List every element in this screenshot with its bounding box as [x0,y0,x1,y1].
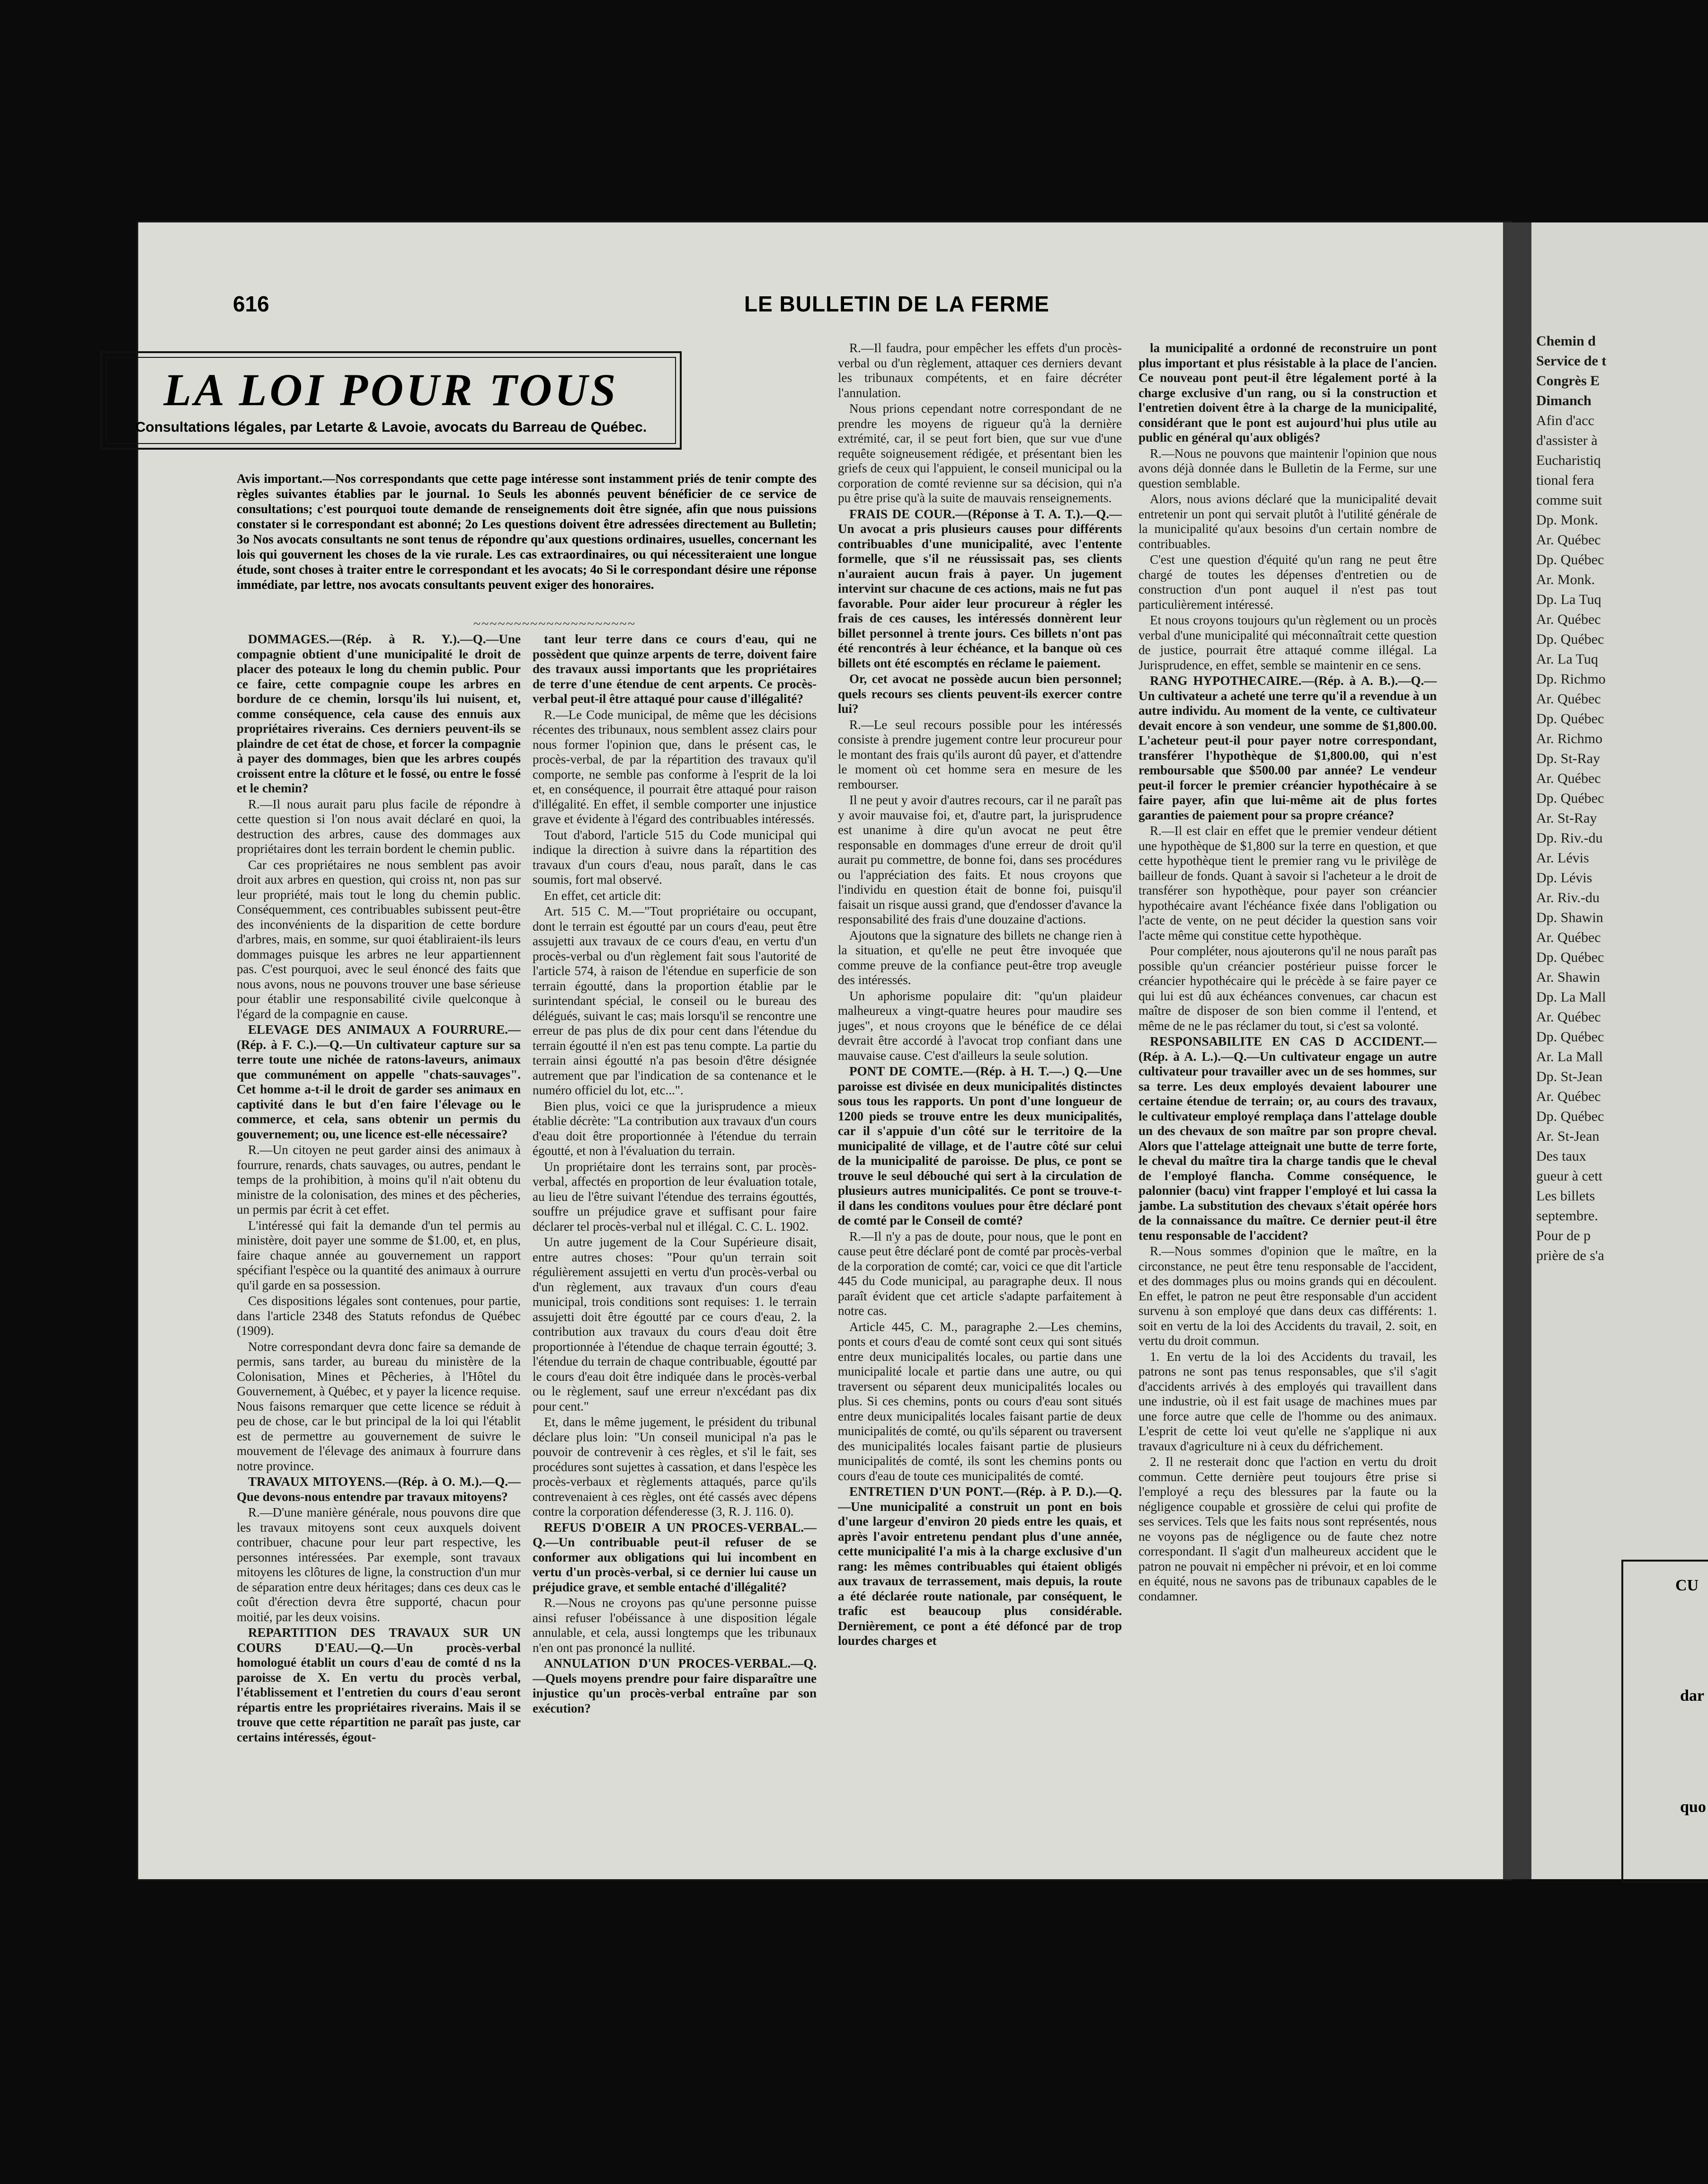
page-header [233,291,1502,320]
question-paragraph: tant leur terre dans ce cours d'eau, qui ne possèdent que quinze arpents de terre, doivent faire des travaux aussi importants que les propriétaires de terre d'une étendue de cent arpents. Ce procès-verbal peut-il être attaqué pour cause d'illégalité? [533,632,817,706]
adjacent-page-line: Ar. La Mall [1536,1049,1603,1065]
question-paragraph: RESPONSABILITE EN CAS D ACCIDENT.—(Rép. à A. L.).—Q.—Un cultivateur engage un autre cultivateur pour travailler avec un de ses hommes, sur sa terre. Les deux employés devaient labourer une certaine étendue de terrain; or, au cours des travaux, le cultivateur employé remplaça dans l'attelage double un des chevaux de son maître par son propre cheval. Alors que l'attelage atteignait une butte de terre forte, le cheval du maître tira la charge tandis que le cheval de l'employé flancha. Comme conséquence, le palonnier (bacu) vint frapper l'employé et lui cassa la jambe. La substitution des chevaux s'était opérée hors de la connaissance du maître. Ce dernier peut-il être tenu responsable de l'accident? [1139,1034,1437,1243]
adjacent-page-line: Eucharistiq [1536,453,1601,468]
adjacent-page-line: Ar. Shawin [1536,969,1600,985]
adjacent-page-box [1621,1560,1708,1883]
adjacent-page-line: Des taux [1536,1148,1586,1164]
adjacent-page-line: Ar. St-Ray [1536,810,1597,826]
adjacent-page-line: Dp. Québec [1536,631,1604,647]
adjacent-page-line: Ar. Riv.-du [1536,890,1600,906]
question-paragraph: ELEVAGE DES ANIMAUX A FOURRURE.—(Rép. à F. C.).—Q.—Un cultivateur capture sur sa terre toute une nichée de ratons-laveurs, animaux que communément on appelle "chats-sauvages". Cet homme a-t-il le droit de garder ses animaux en captivité dans le but d'en faire l'élevage ou le commerce, et cela, sans obtenir un permis du gouvernement; ou, une licence est-elle nécessaire? [237,1022,521,1141]
adjacent-page-line: Pour de p [1536,1228,1591,1243]
answer-paragraph: Il ne peut y avoir d'autres recours, car il ne paraît pas y avoir mauvaise foi, et, d'autre part, la jurisprudence est unanime à dire qu'un avocat ne peut être responsable en dommages d'une erreur de droit qu'il aurait pu commettre, de bonne foi, dans ses procédures ou l'appréciation des faits. Et nous croyons que l'individu en question était de bonne foi, puisqu'il faisait un risque aussi grand, que d'endosser d'avance la responsabilité des frais d'une douzaine d'actions. [838,793,1122,926]
answer-paragraph: 1. En vertu de la loi des Accidents du travail, les patrons ne sont pas tenus responsables, que s'il s'agit d'accidents arrivés à des employés qui travaillent dans une industrie, où il est fait usage de machines mues par une force autre que celle de l'homme ou des animaux. L'esprit de cette loi veut qu'elle ne s'applique ni aux travaux d'agriculture ni à ceux du défrichement. [1139,1349,1437,1453]
adjacent-page-line: Les billets [1536,1188,1595,1204]
adjacent-page-line: Dp. St-Jean [1536,1069,1602,1084]
answer-paragraph: R.—Nous ne croyons pas qu'une personne puisse ainsi refuser l'obéissance à une disposition légale annulable, et cela, aussi longtemps que les tribunaux n'en ont pas prononcé la nullité. [533,1596,817,1655]
important-notice: Avis important.—Nos correspondants que cette page intéresse sont instamment priés de tenir compte des règles suivantes établies par le journal. 1o Seuls les abonnés peuvent bénéficier de ce service de consultations; c'est pourquoi toute demande de renseignements doit être signée, afin que nous puissions constater si le correspondant est abonné; 2o Les questions doivent être adressées directement au Bulletin; 3o Nos avocats consultants ne sont tenus de répondre qu'aux questions ordinaires, usuelles, concernant les lois qui gouvernent les choses de la vie rurale. Les cas extraordinaires, ou qui nécessiteraient une longue étude, sont choses à traiter entre le correspondant et les avocats; 4o Si le correspondant désire une réponse immédiate, par lettre, nos avocats consultants peuvent exiger des honoraires. [237,471,817,592]
adjacent-page-line: gueur à cett [1536,1168,1602,1184]
answer-paragraph: R.—Un citoyen ne peut garder ainsi des animaux à fourrure, renards, chats sauvages, ou autres, pendant le temps de la prohibition, à moins qu'il n'ait obtenu du ministre de la colonisation, des mines et des pêcheries, un permis par écrit à cet effet. [237,1143,521,1216]
answer-paragraph: Et nous croyons toujours qu'un règlement ou un procès verbal d'une municipalité qui méconnaîtrait cette question de justice, pourrait être attaqué comme illégal. La Jurisprudence, en effet, semble se maintenir en ce sens. [1139,613,1437,672]
adjacent-page-line: Ar. Québec [1536,532,1601,548]
adjacent-page-line: Afin d'acc [1536,413,1594,428]
answer-paragraph: R.—Il est clair en effet que le premier vendeur détient une hypothèque de $1,800 sur la terre en question, et que cette hypothèque tient le premier rang vu le privilège de bailleur de fonds. Quant à savoir si l'acheteur a le droit de transférer son hypothèque, pour payer son créancier hypothécaire avant l'échéance fixée dans l'obligation ou l'acte de vente, on ne peut décider la question sans voir l'acte même qui constitue cette hypothèque. [1139,824,1437,942]
question-paragraph: REPARTITION DES TRAVAUX SUR UN COURS D'EAU.—Q.—Un procès-verbal homologué établit un cours d'eau de comté d ns la paroisse de X. En vertu du procès verbal, l'établissement et l'entretien du cours d'eau seront répartis entre les propriétaires riverains. Mais il se trouve que cette répartition ne paraît pas juste, car certains intéressés, égout- [237,1625,521,1744]
answer-paragraph: Un aphorisme populaire dit: "qu'un plaideur malheureux a vingt-quatre heures pour maudire ses juges", et nous croyons que le bénéfice de ce délai devrait être accordé à l'avocat trop confiant dans une mauvaise cause. C'est d'ailleurs la seule solution. [838,988,1122,1063]
adjacent-page-line: d'assister à [1536,433,1598,448]
article-column-1 [237,632,521,1806]
page-gutter [1503,222,1531,1879]
answer-paragraph: Car ces propriétaires ne nous semblent pas avoir droit aux arbres en question, qui croiss nt, non pas sur leur propriété, mais tout le long du chemin public. Conséquemment, ces contribuables subissent peut-être des inconvénients de la disparition de cette bordure d'arbres, mais, en somme, sur quoi établiraient-ils leurs dommages puisque les arbres ne leur appartiennent pas. C'est pourquoi, avec le seul énoncé des faits que nous avons, nous ne pouvons trouver une base sérieuse pour établir une responsabilité civile quelconque à l'égard de la compagnie en cause. [237,857,521,1021]
answer-paragraph: R.—Le seul recours possible pour les intéressés consiste à prendre jugement contre leur procureur pour le montant des frais qu'ils auront dû payer, et d'attendre le moment où cet homme sera en mesure de les rembourser. [838,717,1122,791]
answer-paragraph: R.—Il faudra, pour empêcher les effets d'un procès-verbal ou d'un règlement, attaquer ces derniers devant les tribunaux compétents, et en faire décréter l'annulation. [838,341,1122,400]
answer-paragraph: Et, dans le même jugement, le président du tribunal déclare plus loin: "Un conseil municipal n'a pas le pouvoir de contrevenir à ces règles, et s'il le fait, ses procédures sont sujettes à cassation, et dans l'espèce les procès-verbaux et règlements attaqués, parce qu'ils contrevenaient à ces règles, ont été cassés avec dépens contre la corporation défenderesse (3, R. J. 116. 0). [533,1415,817,1518]
adjacent-page-line: Ar. St-Jean [1536,1128,1600,1144]
adjacent-page-line: Dp. La Mall [1536,989,1606,1005]
adjacent-page-line: Dp. Québec [1536,790,1604,806]
answer-paragraph: R.—Il n'y a pas de doute, pour nous, que le pont en cause peut être déclaré pont de comté par procès-verbal de la corporation de comté; car, voici ce que dit l'article 445 du Code municipal, au paragraphe deux. Il nous paraît évident que cet article s'adapte parfaitement à notre cas. [838,1229,1122,1318]
adjacent-page-line: Dp. Québec [1536,711,1604,727]
answer-paragraph: Alors, nous avions déclaré que la municipalité devait entretenir un pont qui servait plutôt à l'utilité générale de la municipalité qu'aux besoins d'un certain nombre de contribuables. [1139,492,1437,551]
answer-paragraph: Article 445, C. M., paragraphe 2.—Les chemins, ponts et cours d'eau de comté sont ceux qui sont situés entre deux municipalités locales, ou partie dans une municipalité locale et partie dans une autre, ou qui traversent ou séparent deux municipalités locales ou plus. Si ces chemins, ponts ou cours d'eau sont situés entre deux municipalités locales faisant partie de deux municipalités de comté, ou qu'ils séparent ou traversent des municipalités locales faisant partie de plusieurs municipalités de comté, ils sont les chemins ponts ou cours d'eau de toute ces municipalités de comté. [838,1319,1122,1483]
adjacent-page-line: Dp. St-Ray [1536,751,1600,766]
question-paragraph: PONT DE COMTE.—(Rép. à H. T.—.) Q.—Une paroisse est divisée en deux municipalités distinctes sous tous les rapports. Un pont d'une longueur de 1200 pieds se trouve entre les deux municipalités, car il s'appuie d'un côté sur le territoire de la municipalité de village, et de l'autre côté sur celui de la municipalité de paroisse. De plus, ce pont se trouve le seul débouché qui sert à la circulation de plusieurs autres municipalités. Ce pont se trouve-t-il dans les conditons voulues pour être déclaré pont de comté par le Conseil de comté? [838,1064,1122,1227]
section-title-box [100,351,682,450]
adjacent-page-line: Dp. Québec [1536,1029,1604,1045]
adjacent-page-line: Ar. Lévis [1536,850,1589,866]
adjacent-page-line: prière de s'a [1536,1248,1604,1263]
adjacent-box-word-3: quo [1680,1798,1706,1816]
answer-paragraph: En effet, cet article dit: [544,888,661,903]
adjacent-page-line: Dp. La Tuq [1536,592,1601,607]
adjacent-page-line: Ar. Québec [1536,771,1601,786]
adjacent-page-line: Dp. Québec [1536,552,1604,568]
answer-paragraph: C'est une question d'équité qu'un rang ne peut être chargé de toutes les dépenses d'entretien ou de construction d'un pont auquel il n'est pas tout particulièrement intéressé. [1139,552,1437,612]
adjacent-page-line: Ar. La Tuq [1536,651,1598,667]
article-column-2 [533,632,817,1806]
adjacent-box-word-2: dar [1680,1687,1704,1705]
adjacent-page-line: Dp. Lévis [1536,870,1592,886]
answer-paragraph: Notre correspondant devra donc faire sa demande de permis, sans tarder, au bureau du ministère de la Colonisation, Mines et Pêcheries, à l'Hôtel du Gouvernement, à Québec, et y payer la licence requise. Nous faisons remarquer que cette licence se réduit à peu de chose, car le but principal de la loi qui l'établit est de permettre au gouvernement de suivre le mouvement de l'élevage des animaux à fourrure dans notre province. [237,1339,521,1473]
answer-paragraph: Bien plus, voici ce que la jurisprudence a mieux établie décrète: "La contribution aux travaux d'un cours d'eau doit être proportionnée à l'étendue du terrain égoutté, et non à l'évaluation du terrain. [533,1099,817,1158]
adjacent-page-line: comme suit [1536,492,1602,508]
section-title: LA LOI POUR TOUS [163,364,619,415]
adjacent-page-line: Ar. Québec [1536,1009,1601,1025]
answer-paragraph: Ajoutons que la signature des billets ne change rien à la situation, et qu'elle ne peut être invoquée que comme preuve de la confiance peut-être trop aveugle des intéressés. [838,928,1122,987]
divider: ~~~~~~~~~~~~~~~~~~~~ [473,617,636,631]
section-subtitle: Consultations légales, par Letarte & Lavoie, avocats du Barreau de Québec. [135,419,647,435]
adjacent-page-line: Dp. Québec [1536,1109,1604,1124]
adjacent-page-line: tional fera [1536,472,1594,488]
answer-paragraph: R.—Nous sommes d'opinion que le maître, en la circonstance, ne peut être tenu responsable de l'accident, et des dommages plus ou moins grands qui en découlent. En effet, le patron ne peut être responsable d'un accident survenu à son employé que dans deux cas différents: 1. soit en vertu de la loi des Accidents du travail, 2. soit, en vertu du droit commun. [1139,1244,1437,1348]
publication-title: LE BULLETIN DE LA FERME [744,292,1050,316]
answer-paragraph: L'intéressé qui fait la demande d'un tel permis au ministère, doit payer une somme de $1.00, et, en plus, faire chaque année au gouvernement un rapport spécifiant l'espèce ou la quantité des animaux à ourrure qu'il garde en sa possession. [237,1218,521,1292]
adjacent-page-line: Dp. Québec [1536,950,1604,965]
adjacent-page-line: Dimanch [1536,393,1592,408]
adjacent-page-line: Ar. Québec [1536,612,1601,627]
answer-paragraph: Pour compléter, nous ajouterons qu'il ne nous paraît pas possible qu'un créancier postérieur puisse forcer le créancier hypothécaire qui le précède à se faire payer ce qui lui est dû aux échéances convenues, car chacun est maître de disposer de son bien comme il l'entend, et même de ne le pas réclamer du tout, si c'est sa volonté. [1139,944,1437,1033]
answer-paragraph: Art. 515 C. M.—"Tout propriétaire ou occupant, dont le terrain est égoutté par un cours d'eau, peut être assujetti aux travaux de ce cours d'eau, en vertu d'un procès-verbal ou d'un règlement fait sous l'autorité de l'article 574, à raison de l'étendue en superficie de son terrain égoutté, dans la proportion établie par le surintendant spécial, le conseil ou le bureau des délégués, suivant le cas; mais lorsqu'il se rencontre une erreur de pas plus de dix pour cent dans l'étendue du terrain égoutté il n'en est pas tenu compte. La partie du terrain ainsi égoutté n'a pas besoin d'être désignée autrement que par l'indication de sa contenance et le numéro officiel du lot, etc...". [533,904,817,1097]
answer-paragraph: Ces dispositions légales sont contenues, pour partie, dans l'article 2348 des Statuts refondus de Québec (1909). [237,1294,521,1338]
question-paragraph: REFUS D'OBEIR A UN PROCES-VERBAL.—Q.—Un contribuable peut-il refuser de se conformer aux obligations qui lui incombent en vertu d'un procès-verbal, si ce dernier lui cause un préjudice grave, et semble entaché d'illégalité? [533,1520,817,1594]
answer-paragraph: Un autre jugement de la Cour Supérieure disait, entre autres choses: "Pour qu'un terrain soit régulièrement assujetti en vertu d'un procès-verbal ou d'un règlement, aux travaux d'un cours d'eau municipal, trois conditions sont requises: 1. le terrain assujetti doit être égoutté par ce cours d'eau, 2. la contribution aux travaux du cours d'eau doit être proportionnée à l'étendue de chaque terrain égoutté; 3. l'étendue du terrain de chaque contribuable, égoutté par le cours d'eau doit être indiquée dans le procès-verbal ou le règlement, sauf une erreur n'excédant pas dix pour cent." [533,1235,817,1413]
adjacent-page-line: Congrès E [1536,373,1600,389]
adjacent-page-line: septembre. [1536,1208,1598,1224]
adjacent-page-line: Dp. Richmo [1536,671,1606,687]
question-paragraph: ANNULATION D'UN PROCES-VERBAL.—Q.—Quels moyens prendre pour faire disparaître une injustice qu'un procès-verbal entraîne par son exécution? [533,1656,817,1715]
adjacent-page-line: Ar. Québec [1536,1089,1601,1104]
answer-paragraph: Tout d'abord, l'article 515 du Code municipal qui indique la direction à suivre dans la répartition des travaux d'un cours d'eau, nous paraît, dans le cas soumis, fort mal observé. [533,827,817,887]
answer-paragraph: R.—Le Code municipal, de même que les décisions récentes des tribunaux, nous semblent assez clairs pour nous former l'opinion que, dans le présent cas, le procès-verbal, de par la répartition des travaux qu'il comporte, ne semble pas conforme à l'esprit de la loi et, en conséquence, il pourrait être attaqué pour raison d'illégalité. En effet, il semble comporter une injustice grave et évidente à l'égard des contribuables intéressés. [533,707,817,826]
adjacent-page-line: Ar. Richmo [1536,731,1602,746]
question-paragraph: TRAVAUX MITOYENS.—(Rép. à O. M.).—Q.—Que devons-nous entendre par travaux mitoyens? [237,1474,521,1504]
question-paragraph: Or, cet avocat ne possède aucun bien personnel; quels recours ses clients peuvent-ils exercer contre lui? [838,672,1122,716]
question-paragraph: FRAIS DE COUR.—(Réponse à T. A. T.).—Q.—Un avocat a pris plusieurs causes pour différents contribuables d'une municipalité, avec l'entente formelle, que s'il ne réussissait pas, ses clients n'auraient aucun frais à payer. Un jugement intervint sur chacune de ces actions, mais ne fut pas favorable. Pour aider leur procureur à régler les frais de ces causes, les intéressés donnèrent leur billet personnel à trente jours. Ces billets n'ont pas été rencontrés à leur échéance, et la banque où ces billets ont été escomptés en réclame le paiement. [838,506,1122,670]
adjacent-page-text [1536,331,1707,1266]
adjacent-page-line: Ar. Québec [1536,930,1601,945]
adjacent-page-line: Ar. Monk. [1536,572,1595,587]
adjacent-page-line: Dp. Shawin [1536,910,1603,925]
answer-paragraph: Nous prions cependant notre correspondant de ne prendre les moyens de rigueur qu'à la dernière extrémité, car, il se peut fort bien, que sur vue d'une requête soigneusement rédigée, et présentant bien les griefs de ceux qui l'appuient, le conseil municipal ou la corporation de comté revienne sur sa décision, qui n'a pu être prise qu'à la suite de mauvais renseignements. [838,401,1122,505]
adjacent-page-line: Service de t [1536,353,1607,369]
question-paragraph: DOMMAGES.—(Rép. à R. Y.).—Q.—Une compagnie obtient d'une municipalité le droit de placer des poteaux le long du chemin public. Pour ce faire, cette compagnie coupe les arbres en bordure de ce chemin, lorsqu'ils lui nuisent, et, comme conséquence, cela cause des ennuis aux propriétaires riverains. Ces derniers peuvent-ils se plaindre de cet état de chose, et forcer la compagnie à payer des dommages, bien que les arbres coupés croissent entre la clôture et le fossé, ou entre le fossé et le chemin? [237,632,521,795]
page-number: 616 [233,292,269,316]
question-paragraph: ENTRETIEN D'UN PONT.—(Rép. à P. D.).—Q.—Une municipalité a construit un pont en bois d'une largeur d'environ 20 pieds entre les quais, et après l'avoir entretenu pendant plus d'une année, cette municipalité l'a mis à la charge exclusive d'un rang: les mêmes contribuables qui étaient obligés aux travaux de terrassement, mais depuis, la route a été déclarée route nationale, par conséquent, le trafic est beaucoup plus considérable. Dernièrement, ce pont a été défoncé par de trop lourdes charges et [838,1484,1122,1648]
article-column-3 [838,341,1122,1808]
adjacent-page-line: Dp. Monk. [1536,512,1598,528]
adjacent-page-line: Dp. Riv.-du [1536,830,1603,846]
adjacent-page-line: Chemin d [1536,333,1596,349]
answer-paragraph: R.—Nous ne pouvons que maintenir l'opinion que nous avons déjà donnée dans le Bulletin de la Ferme, sur une question semblable. [1139,446,1437,490]
question-paragraph: la municipalité a ordonné de reconstruire un pont plus important et plus résistable à la place de l'ancien. Ce nouveau pont peut-il être légalement porté à la charge exclusive d'un rang, ou si la construction et l'entretien doivent être à la charge de la municipalité, considérant que le pont est aujourd'hui plus utile au public en général qu'aux obligés? [1139,341,1437,444]
article-column-4 [1139,341,1437,1808]
answer-paragraph: R.—Il nous aurait paru plus facile de répondre à cette question si l'on nous avait déclaré en quoi, la destruction des arbres, cause des dommages aux propriétaires dont les terrain bordent le chemin public. [237,797,521,856]
adjacent-page-line: Ar. Québec [1536,691,1601,707]
answer-paragraph: Un propriétaire dont les terrains sont, par procès-verbal, affectés en proportion de leur évaluation totale, au lieu de l'être suivant l'étendue des terrains égouttés, souffre un préjudice grave et suffisant pour faire déclarer tel procès-verbal nul et illégal. C. C. L. 1902. [533,1159,817,1234]
adjacent-box-word-1: CU [1675,1577,1699,1594]
answer-paragraph: 2. Il ne resterait donc que l'action en vertu du droit commun. Cette dernière peut toujours être prise si l'employé a reçu des blessures par la faute ou la négligence coupable et grossière de celui qui profite de ses services. Tels que les faits nous sont représentés, nous ne voyons pas de négligence ou de faute chez notre correspondant. Il s'agit d'un malheureux accident que le patron ne pouvait ni empêcher ni prévoir, et en loi comme en équité, nous ne savons pas de tribunaux capables de le condamner. [1139,1455,1437,1603]
answer-paragraph: R.—D'une manière générale, nous pouvons dire que les travaux mitoyens sont ceux auxquels doivent contribuer, chacune pour leur part respective, les personnes intéressées. Par exemple, sont travaux mitoyens les clôtures de ligne, la construction d'un mur de séparation entre deux héritages; dans ces deux cas le coût d'érection devra être supporté, chacun pour moitié, par les deux voisins. [237,1505,521,1624]
question-paragraph: RANG HYPOTHECAIRE.—(Rép. à A. B.).—Q.—Un cultivateur a acheté une terre qu'il a revendue à un autre individu. Au moment de la vente, ce cultivateur devait encore à son vendeur, une somme de $1,800.00. L'acheteur peut-il pour payer notre correspondant, transférer l'hypothèque de $1,800.00, qui n'est remboursable que $500.00 par année? Le vendeur peut-il forcer le premier créancier hypothécaire à se faire payer, afin que lui-même ait de plus fortes garanties de paiement pour sa propre créance? [1139,674,1437,822]
